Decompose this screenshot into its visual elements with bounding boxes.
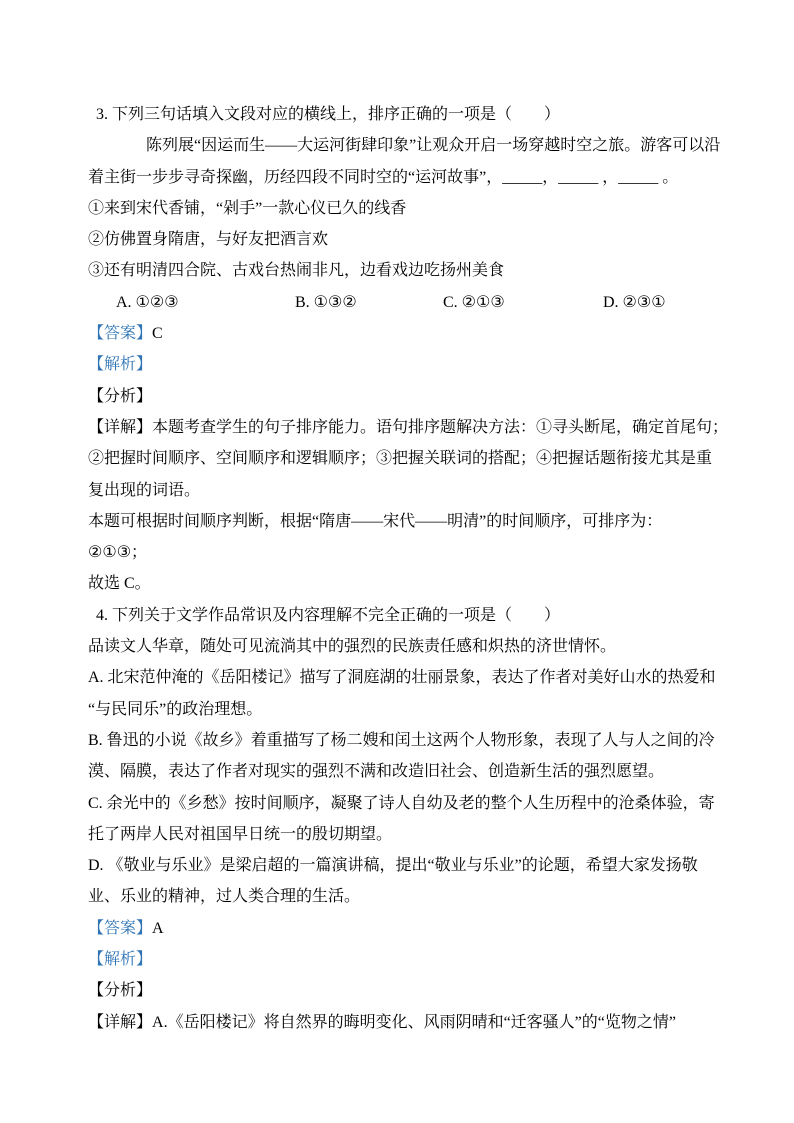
answer-label-line <box>88 944 738 975</box>
bracket-label: 【解析】 <box>88 951 153 969</box>
text-line: 故选 C。 <box>88 575 151 593</box>
text-line: B. 鲁迅的小说《故乡》着重描写了杨二嫂和闰土这两个人物形象，表现了人与人之间的冷 <box>88 731 715 749</box>
text-line: ②仿佛置身隋唐，与好友把酒言欢 <box>88 231 329 249</box>
explain-label-line <box>88 1007 738 1038</box>
text-line: 品读文人华章，随处可见流淌其中的强烈的民族责任感和炽热的济世情怀。 <box>88 638 617 656</box>
text-line: “与民同乐”的政治理想。 <box>88 700 263 718</box>
bracket-label: 【详解】 <box>88 418 153 436</box>
question-line: 4. 下列关于文学作品常识及内容理解不完全正确的一项是（ ） <box>96 606 561 624</box>
explain-label-line <box>88 381 738 412</box>
bracket-label: 【详解】 <box>88 1013 153 1031</box>
text-line: A. 北宋范仲淹的《岳阳楼记》描写了洞庭湖的壮丽景象，表达了作者对美好山水的热爱和 <box>88 669 716 687</box>
label-text: A.《岳阳楼记》将自然界的晦明变化、风雨阴晴和“迁客骚人”的“览物之情” <box>152 1013 676 1031</box>
option-item: C. ②①③ <box>443 293 505 311</box>
text-line: ②把握时间顺序、空间顺序和逻辑顺序；③把握关联词的搭配；④把握话题衔接尤其是重 <box>88 450 713 468</box>
label-text: A <box>152 919 164 937</box>
question-line: 3. 下列三句话填入文段对应的横线上，排序正确的一项是（ ） <box>96 106 561 123</box>
option-item: B. ①③② <box>295 293 357 311</box>
text-line: 着主街一步步寻奇探幽，历经四段不同时空的“运河故事”，_____，_____ ，_____ 。 <box>88 168 679 186</box>
bracket-label: 【分析】 <box>88 387 153 405</box>
text-line: D. 《敬业与乐业》是梁启超的一篇演讲稿，提出“敬业与乐业”的论题，希望大家发扬敬 <box>88 857 698 875</box>
text-line: C. 余光中的《乡愁》按时间顺序，凝聚了诗人自幼及老的整个人生历程中的沧桑体验，寄 <box>88 794 715 812</box>
text-line: ③还有明清四合院、古戏台热闹非凡，边看戏边吃扬州美食 <box>88 262 505 280</box>
bracket-label: 【解析】 <box>88 356 153 374</box>
text-line: 托了两岸人民对祖国早日统一的殷切期望。 <box>88 825 393 843</box>
label-text: 本题考查学生的句子排序能力。语句排序题解决方法：①寻头断尾，确定首尾句； <box>152 418 729 436</box>
text-line: 本题可根据时间顺序判断，根据“隋唐——宋代——明清”的时间顺序，可排序为： <box>88 512 663 530</box>
text-line: 陈列展“因运而生——大运河街肆印象”让观众开启一场穿越时空之旅。游客可以沿 <box>146 137 721 155</box>
bracket-label: 【答案】 <box>88 919 153 937</box>
bracket-label: 【答案】 <box>88 325 153 343</box>
text-line: 业、乐业的精神，过人类合理的生活。 <box>88 888 361 906</box>
answer-label-line <box>88 349 738 380</box>
text-line: 漠、隔膜，表达了作者对现实的强烈不满和改造旧社会、创造新生活的强烈愿望。 <box>88 763 665 781</box>
text-line: ①来到宋代香铺，“剁手”一款心仪已久的线香 <box>88 199 407 217</box>
document-content <box>88 99 738 1038</box>
explain-label-line <box>88 975 738 1006</box>
options-row <box>88 287 738 318</box>
text-line: 复出现的词语。 <box>88 481 201 499</box>
text-line: ②①③； <box>88 544 148 562</box>
option-item: D. ②③① <box>603 293 666 311</box>
label-text: C <box>152 325 163 343</box>
option-item: A. ①②③ <box>116 293 179 311</box>
bracket-label: 【分析】 <box>88 982 153 1000</box>
answer-label-line <box>88 913 738 944</box>
explain-label-line <box>88 412 738 443</box>
answer-label-line <box>88 318 738 349</box>
